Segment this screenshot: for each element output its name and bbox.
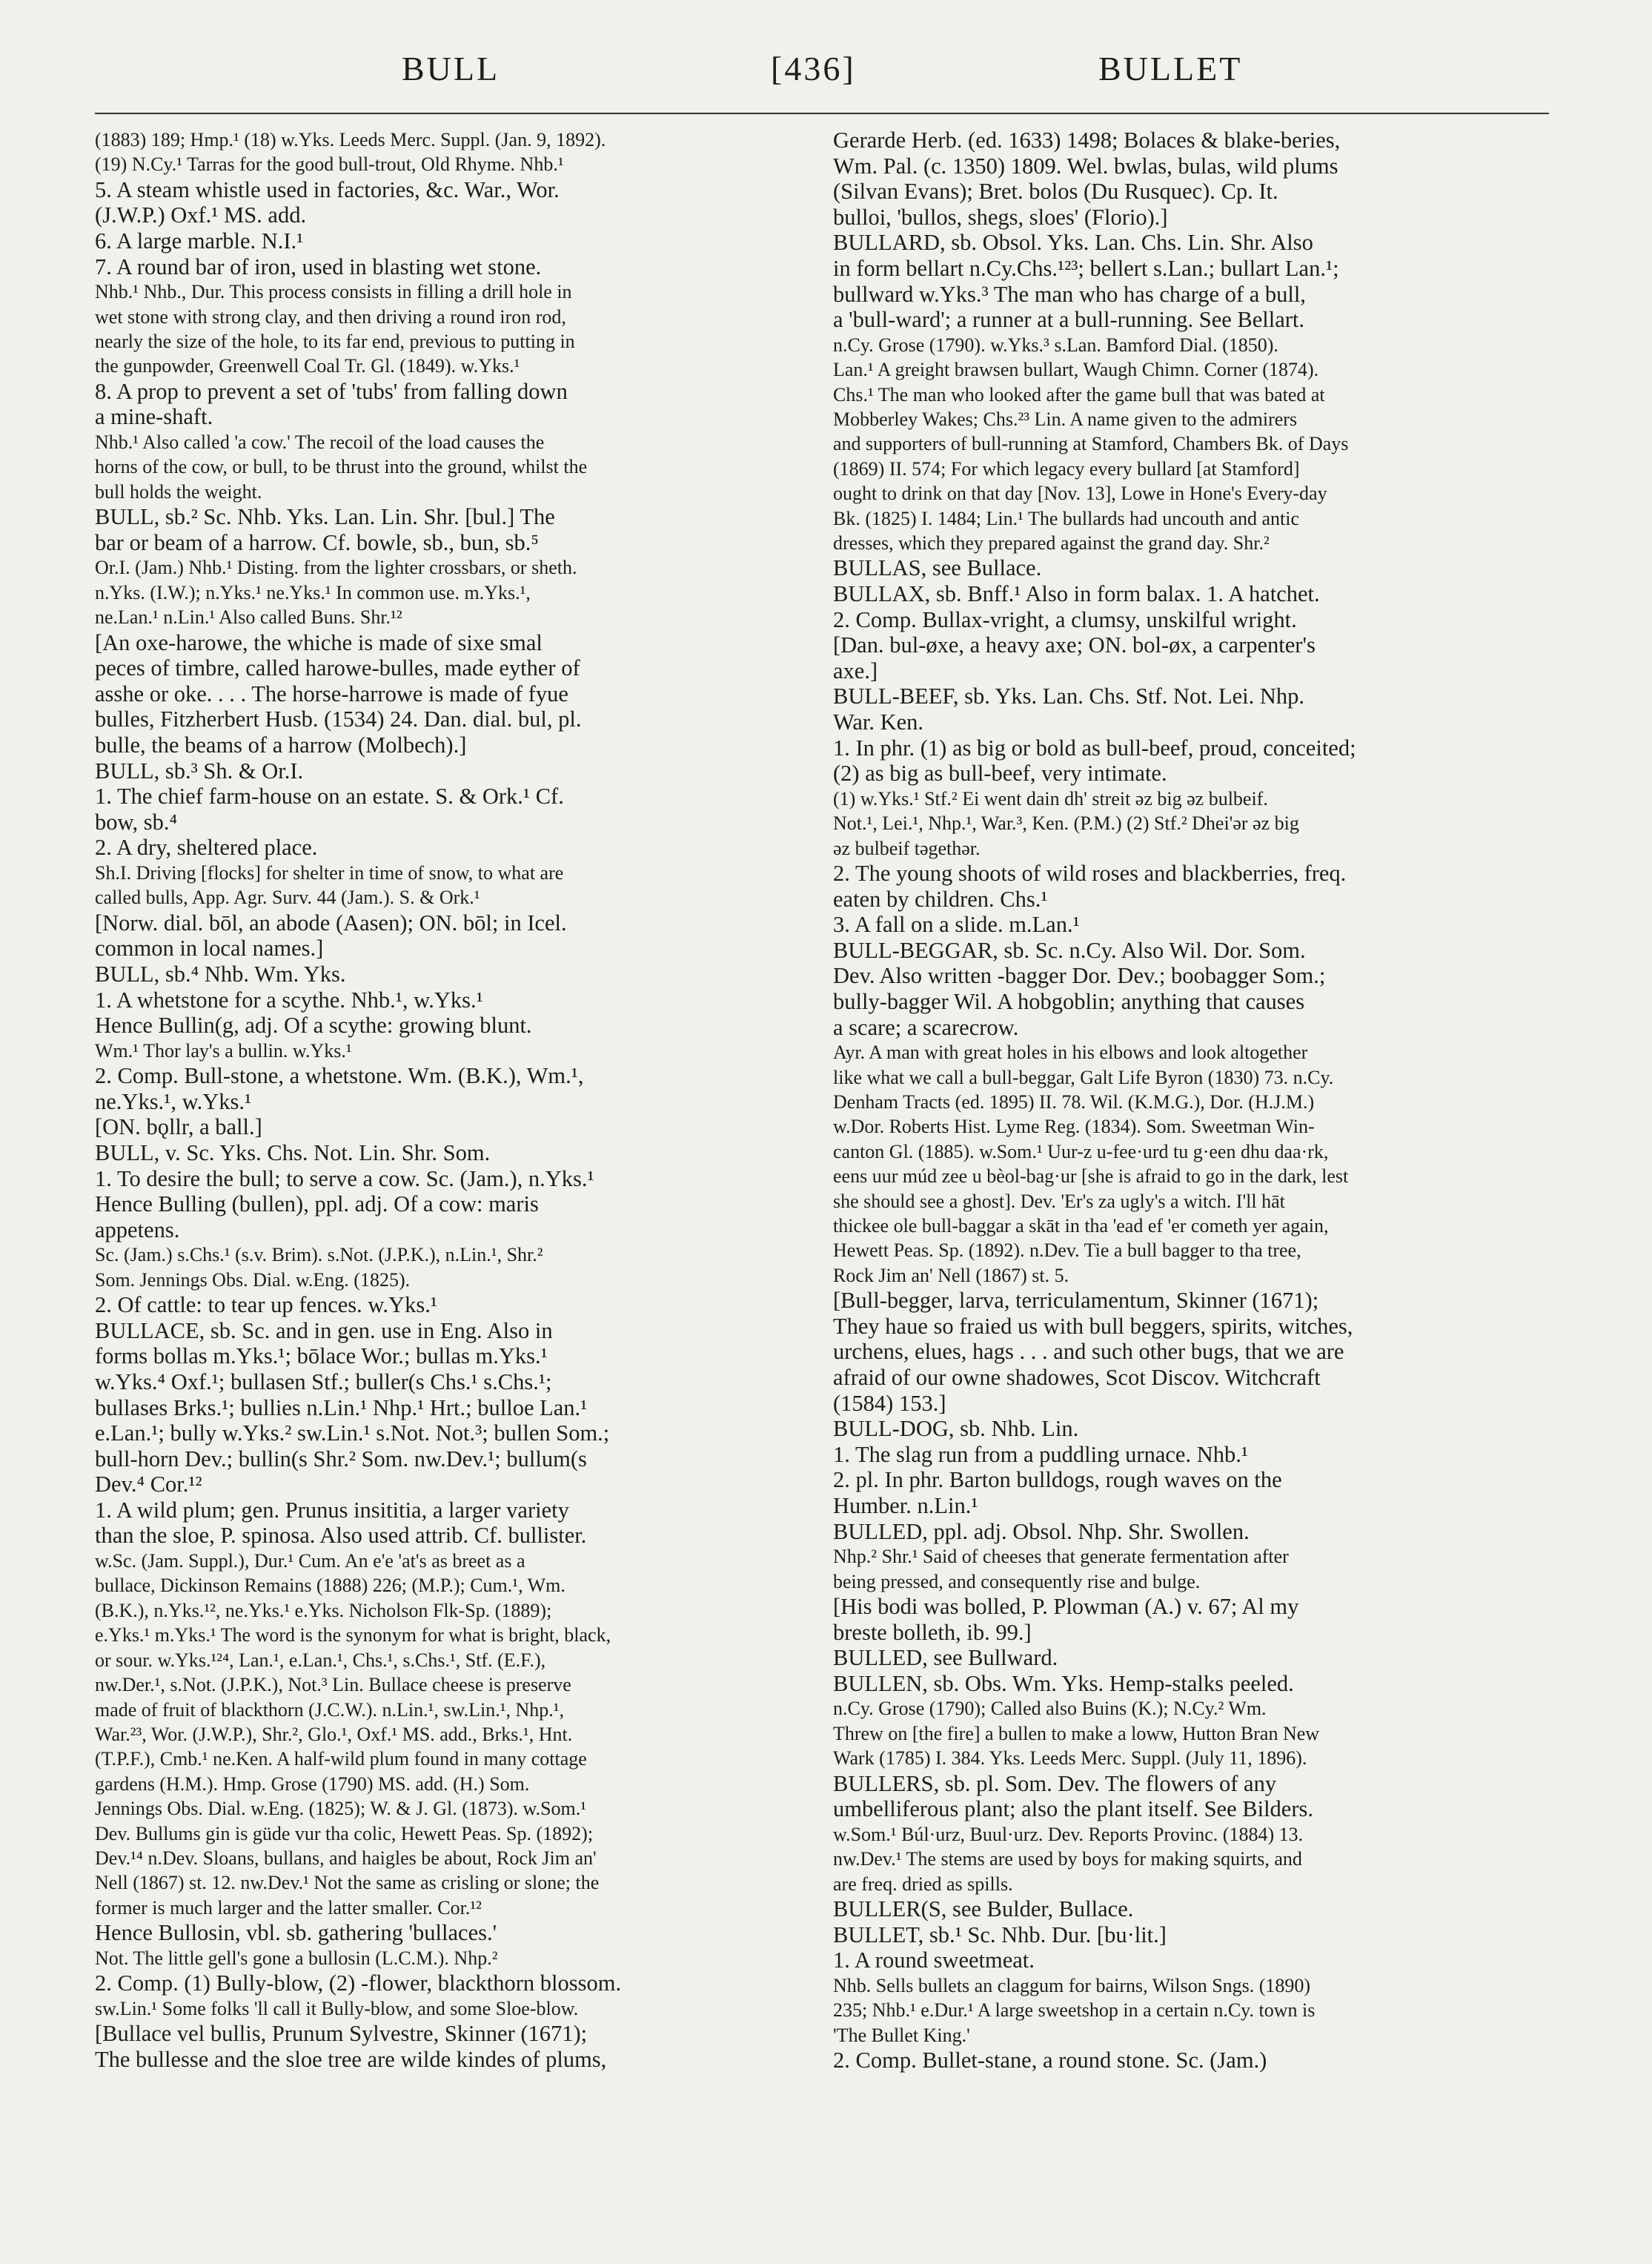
text-line: [Bull-begger, larva, terriculamentum, Skinner (1671); (833, 1288, 1319, 1314)
text-line: bull holds the weight. (95, 480, 262, 503)
right-column (833, 128, 1545, 2073)
text-line: Threw on [the fire] a bullen to make a loww, Hutton Bran New (833, 1722, 1320, 1744)
text-line: bar or beam of a harrow. Cf. bowle, sb., bun, sb.⁵ (95, 529, 540, 555)
text-line: common in local names.] (95, 936, 324, 961)
text-line: (B.K.), n.Yks.¹², ne.Yks.¹ e.Yks. Nicholson Flk-Sp. (1889); (95, 1599, 552, 1621)
text-line: 1. The slag run from a puddling urnace. Nhb.¹ (833, 1441, 1248, 1467)
text-line: made of fruit of blackthorn (J.C.W.). n.Lin.¹, sw.Lin.¹, Nhp.¹, (95, 1698, 565, 1721)
text-line: 2. Comp. Bull-stone, a whetstone. Wm. (B.K.), Wm.¹, (95, 1063, 584, 1089)
text-line: 1. In phr. (1) as big or bold as bull-beef, proud, conceited; (833, 735, 1356, 761)
text-line: she should see a ghost]. Dev. 'Er's za ugly's a witch. I'll hāt (833, 1190, 1285, 1212)
text-line: 235; Nhb.¹ e.Dur.¹ A large sweetshop in a certain n.Cy. town is (833, 1999, 1316, 2022)
text-line: Dev.⁴ Cor.¹² (95, 1472, 202, 1497)
text-line: BULLERS, sb. pl. Som. Dev. The flowers of any (833, 1770, 1277, 1796)
text-line: Not. The little gell's gone a bullosin (L.C.M.). Nhp.² (95, 1947, 498, 1969)
header-right-word: BULLET (1098, 50, 1243, 87)
text-line: BULL, sb.⁴ Nhb. Wm. Yks. (95, 961, 346, 987)
text-line: ne.Yks.¹, w.Yks.¹ (95, 1088, 252, 1114)
text-line: umbelliferous plant; also the plant itself. See Bilders. (833, 1796, 1313, 1822)
text-line: Hence Bullin(g, adj. Of a scythe: growing blunt. (95, 1013, 532, 1039)
text-line: w.Dor. Roberts Hist. Lyme Reg. (1834). Som. Sweetman Win- (833, 1116, 1315, 1138)
text-line: 2. pl. In phr. Barton bulldogs, rough waves on the (833, 1467, 1282, 1493)
text-line: horns of the cow, or bull, to be thrust into the ground, whilst the (95, 456, 588, 478)
text-line: Mobberley Wakes; Chs.²³ Lin. A name given to the admirers (833, 408, 1298, 430)
text-line: [Norw. dial. bōl, an abode (Aasen); ON. bōl; in Icel. (95, 910, 567, 936)
text-line: bull-horn Dev.; bullin(s Shr.² Som. nw.Dev.¹; bullum(s (95, 1446, 587, 1472)
text-line: BULL-BEEF, sb. Yks. Lan. Chs. Stf. Not. Lei. Nhp. (833, 683, 1305, 709)
text-line: (Silvan Evans); Bret. bolos (Du Rusquec). Cp. It. (833, 179, 1278, 205)
text-line: BULLED, see Bullward. (833, 1645, 1058, 1671)
text-line: breste bolleth, ib. 99.] (833, 1619, 1032, 1645)
text-line: They haue so fraied us with bull beggers, spirits, witches, (833, 1313, 1353, 1339)
text-line: (1584) 153.] (833, 1390, 946, 1416)
text-line: 1. A whetstone for a scythe. Nhb.¹, w.Yks.¹ (95, 987, 483, 1013)
running-header (0, 49, 1652, 101)
text-line: called bulls, App. Agr. Surv. 44 (Jam.). S. & Ork.¹ (95, 887, 480, 909)
text-line: BULLEN, sb. Obs. Wm. Yks. Hemp-stalks peeled. (833, 1670, 1294, 1696)
text-line: than the sloe, P. spinosa. Also used attrib. Cf. bullister. (95, 1523, 587, 1549)
text-line: or sour. w.Yks.¹²⁴, Lan.¹, e.Lan.¹, Chs.¹, s.Chs.¹, Stf. (E.F.), (95, 1649, 546, 1671)
text-line: 1. A wild plum; gen. Prunus insititia, a larger variety (95, 1497, 569, 1523)
text-line: BULLER(S, see Bulder, Bullace. (833, 1896, 1134, 1922)
text-line: BULL-DOG, sb. Nhb. Lin. (833, 1416, 1079, 1442)
text-line: Hence Bulling (bullen), ppl. adj. Of a cow: maris (95, 1191, 539, 1217)
text-line: Wm. Pal. (c. 1350) 1809. Wel. bwlas, bulas, wild plums (833, 153, 1338, 179)
text-line: in form bellart n.Cy.Chs.¹²³; bellert s.Lan.; bullart Lan.¹; (833, 255, 1339, 281)
text-line: Nhb.¹ Also called 'a cow.' The recoil of the load causes the (95, 431, 545, 453)
text-line: w.Sc. (Jam. Suppl.), Dur.¹ Cum. An e'e 'at's as breet as a (95, 1550, 525, 1572)
text-line: w.Som.¹ Búl·urz, Buul·urz. Dev. Reports Provinc. (1884) 13. (833, 1823, 1304, 1845)
text-line: thickee ole bull-baggar a skāt in tha 'ead ef 'er cometh yer again, (833, 1214, 1329, 1237)
text-line: Dev. Bullums gin is güde vur tha colic, Hewett Peas. Sp. (1892); (95, 1822, 594, 1844)
text-line: wet stone with strong clay, and then driving a round iron rod, (95, 305, 566, 328)
text-line: Sc. (Jam.) s.Chs.¹ (s.v. Brim). s.Not. (J.P.K.), n.Lin.¹, Shr.² (95, 1244, 543, 1266)
text-line: 3. A fall on a slide. m.Lan.¹ (833, 912, 1080, 938)
text-line: The bullesse and the sloe tree are wilde kindes of plums, (95, 2046, 607, 2072)
text-line: sw.Lin.¹ Some folks 'll call it Bully-blow, and some Sloe-blow. (95, 1997, 579, 2019)
text-line: Nhp.² Shr.¹ Said of cheeses that generate fermentation after (833, 1546, 1289, 1568)
text-line: BULLAX, sb. Bnff.¹ Also in form balax. 1. A hatchet. (833, 581, 1320, 606)
left-column (95, 128, 795, 2072)
text-line: bullace, Dickinson Remains (1888) 226; (M.P.); Cum.¹, Wm. (95, 1575, 565, 1597)
text-line: əz bulbeif təgethər. (833, 837, 981, 859)
text-line: 7. A round bar of iron, used in blasting wet stone. (95, 254, 542, 279)
text-line: 2. A dry, sheltered place. (95, 835, 318, 861)
header-left-word: BULL (402, 50, 500, 87)
text-line: [ON. bǫllr, a ball.] (95, 1114, 262, 1140)
text-line: nearly the size of the hole, to its far end, previous to putting in (95, 331, 575, 352)
text-line: nw.Dev.¹ The stems are used by boys for making squirts, and (833, 1848, 1302, 1870)
text-line: BULL-BEGGAR, sb. Sc. n.Cy. Also Wil. Dor. Som. (833, 937, 1306, 963)
text-line: being pressed, and consequently rise and bulge. (833, 1570, 1201, 1592)
text-line: 2. Comp. Bullet-stane, a round stone. Sc. (Jam.) (833, 2047, 1267, 2073)
text-line: Gerarde Herb. (ed. 1633) 1498; Bolaces & blake-beries, (833, 128, 1341, 153)
text-line: War. Ken. (833, 709, 924, 735)
text-line: bow, sb.⁴ (95, 809, 178, 835)
text-line: (J.W.P.) Oxf.¹ MS. add. (95, 202, 307, 228)
text-line: dresses, which they prepared against the grand day. Shr.² (833, 532, 1270, 554)
text-line: former is much larger and the latter smaller. Cor.¹² (95, 1896, 482, 1919)
text-line: BULLAS, see Bullace. (833, 555, 1042, 581)
text-line: (2) as big as bull-beef, very intimate. (833, 761, 1167, 787)
text-line: asshe or oke. . . . The horse-harrowe is made of fyue (95, 681, 568, 706)
text-line: gardens (H.M.). Hmp. Grose (1790) MS. add. (H.) Som. (95, 1773, 530, 1795)
text-line: w.Yks.⁴ Oxf.¹; bullasen Stf.; buller(s Chs.¹ s.Chs.¹; (95, 1368, 552, 1394)
text-line: n.Yks. (I.W.); n.Yks.¹ ne.Yks.¹ In common use. m.Yks.¹, (95, 581, 531, 603)
text-line: bullases Brks.¹; bullies n.Lin.¹ Nhp.¹ Hrt.; bulloe Lan.¹ (95, 1394, 588, 1420)
text-line: Ayr. A man with great holes in his elbows and look altogether (833, 1042, 1308, 1064)
text-line: [Dan. bul-øxe, a heavy axe; ON. bol-øx, a carpenter's (833, 632, 1316, 658)
text-line: Jennings Obs. Dial. w.Eng. (1825); W. & J. Gl. (1873). w.Som.¹ (95, 1798, 587, 1820)
text-line: BULL, sb.² Sc. Nhb. Yks. Lan. Lin. Shr. [bul.] The (95, 504, 555, 530)
text-line: n.Cy. Grose (1790). w.Yks.³ s.Lan. Bamford Dial. (1850). (833, 334, 1278, 356)
text-line: a 'bull-ward'; a runner at a bull-running. See Bellart. (833, 307, 1305, 333)
text-line: e.Yks.¹ m.Yks.¹ The word is the synonym for what is bright, black, (95, 1624, 611, 1646)
text-line: bullward w.Yks.³ The man who has charge of a bull, (833, 281, 1306, 307)
text-line: 2. The young shoots of wild roses and blackberries, freq. (833, 860, 1347, 886)
text-line: BULLARD, sb. Obsol. Yks. Lan. Chs. Lin. Shr. Also (833, 230, 1313, 256)
text-line: BULL, v. Sc. Yks. Chs. Not. Lin. Shr. Som. (95, 1139, 491, 1165)
text-line: Nell (1867) st. 12. nw.Dev.¹ Not the same as crisling or slone; the (95, 1872, 600, 1894)
text-line: Not.¹, Lei.¹, Nhp.¹, War.³, Ken. (P.M.) (2) Stf.² Dhei'ər əz big (833, 812, 1299, 835)
text-line: Humber. n.Lin.¹ (833, 1492, 978, 1518)
text-line: Som. Jennings Obs. Dial. w.Eng. (1825). (95, 1268, 411, 1291)
text-line: [Bullace vel bullis, Prunum Sylvestre, Skinner (1671); (95, 2021, 588, 2047)
text-line: appetens. (95, 1217, 180, 1242)
text-line: BULLET, sb.¹ Sc. Nhb. Dur. [bu·lit.] (833, 1922, 1167, 1947)
text-line: Denham Tracts (ed. 1895) II. 78. Wil. (K.M.G.), Dor. (H.J.M.) (833, 1090, 1315, 1113)
text-line: BULLED, ppl. adj. Obsol. Nhp. Shr. Swollen. (833, 1518, 1250, 1544)
text-line: ought to drink on that day [Nov. 13], Lowe in Hone's Every-day (833, 483, 1327, 505)
text-line: [An oxe-harowe, the whiche is made of sixe smal (95, 629, 543, 655)
text-line: 1. A round sweetmeat. (833, 1947, 1035, 1973)
text-line: like what we call a bull-beggar, Galt Life Byron (1830) 73. n.Cy. (833, 1066, 1334, 1088)
text-line: Chs.¹ The man who looked after the game bull that was bated at (833, 383, 1325, 406)
text-line: Lan.¹ A greight brawsen bullart, Waugh Chimn. Corner (1874). (833, 359, 1319, 381)
text-line: Hewett Peas. Sp. (1892). n.Dev. Tie a bull bagger to tha tree, (833, 1239, 1301, 1262)
text-line: bulle, the beams of a harrow (Molbech).] (95, 732, 467, 758)
text-line: Nhb. Sells bullets an claggum for bairns, Wilson Sngs. (1890) (833, 1974, 1311, 1996)
text-line: Dev. Also written -bagger Dor. Dev.; boobagger Som.; (833, 963, 1326, 989)
text-line: Or.I. (Jam.) Nhb.¹ Disting. from the lighter crossbars, or sheth. (95, 557, 577, 579)
text-line: e.Lan.¹; bully w.Yks.² sw.Lin.¹ s.Not. Not.³; bullen Som.; (95, 1420, 610, 1446)
text-line: axe.] (833, 658, 878, 683)
text-line: Rock Jim an' Nell (1867) st. 5. (833, 1264, 1069, 1286)
text-line: 1. To desire the bull; to serve a cow. Sc. (Jam.), n.Yks.¹ (95, 1165, 594, 1191)
text-line: Wm.¹ Thor lay's a bullin. w.Yks.¹ (95, 1039, 352, 1062)
text-line: and supporters of bull-running at Stamford, Chambers Bk. of Days (833, 433, 1349, 455)
text-line: War.²³, Wor. (J.W.P.), Shr.², Glo.¹, Oxf.¹ MS. add., Brks.¹, Hnt. (95, 1723, 573, 1745)
text-line: 2. Comp. Bullax-vright, a clumsy, unskilful wright. (833, 606, 1297, 632)
text-line: 2. Of cattle: to tear up fences. w.Yks.¹ (95, 1292, 437, 1318)
text-line: bully-bagger Wil. A hobgoblin; anything that causes (833, 988, 1305, 1014)
text-line: n.Cy. Grose (1790); Called also Buins (K.); N.Cy.² Wm. (833, 1698, 1267, 1720)
text-line: a mine-shaft. (95, 404, 213, 430)
text-line: (1883) 189; Hmp.¹ (18) w.Yks. Leeds Merc. Suppl. (Jan. 9, 1892). (95, 129, 606, 150)
text-line: (T.P.F.), Cmb.¹ ne.Ken. A half-wild plum found in many cottage (95, 1748, 587, 1770)
text-line: 2. Comp. (1) Bully-blow, (2) -flower, blackthorn blossom. (95, 1970, 622, 1996)
text-line: Bk. (1825) I. 1484; Lin.¹ The bullards had uncouth and antic (833, 507, 1300, 529)
text-line: 8. A prop to prevent a set of 'tubs' from falling down (95, 378, 568, 404)
text-line: ne.Lan.¹ n.Lin.¹ Also called Buns. Shr.¹² (95, 606, 402, 629)
text-line: Sh.I. Driving [flocks] for shelter in time of snow, to what are (95, 861, 564, 884)
text-line: 5. A steam whistle used in factories, &c. War., Wor. (95, 176, 560, 202)
text-line: urchens, elues, hags . . . and such other bugs, that we are (833, 1339, 1344, 1365)
header-rule (95, 113, 1549, 114)
text-line: bulles, Fitzherbert Husb. (1534) 24. Dan. dial. bul, pl. (95, 706, 582, 732)
text-line: the gunpowder, Greenwell Coal Tr. Gl. (1849). w.Yks.¹ (95, 355, 520, 377)
text-line: are freq. dried as spills. (833, 1873, 1013, 1895)
page-number: [436] (771, 50, 856, 87)
text-line: Nhb.¹ Nhb., Dur. This process consists in filling a drill hole in (95, 281, 572, 303)
text-line: [His bodi was bolled, P. Plowman (A.) v. 67; Al my (833, 1593, 1299, 1619)
text-line: BULLACE, sb. Sc. and in gen. use in Eng. Also in (95, 1317, 553, 1343)
text-line: a scare; a scarecrow. (833, 1014, 1019, 1040)
text-line: forms bollas m.Yks.¹; bōlace Wor.; bullas m.Yks.¹ (95, 1343, 548, 1369)
text-line: nw.Der.¹, s.Not. (J.P.K.), Not.³ Lin. Bullace cheese is preserve (95, 1674, 571, 1696)
text-line: (1869) II. 574; For which legacy every bullard [at Stamford] (833, 457, 1300, 480)
text-line: eens uur múd zee u bèol-bag·ur [she is afraid to go in the dark, lest (833, 1165, 1349, 1188)
text-line: 1. The chief farm-house on an estate. S. & Ork.¹ Cf. (95, 784, 564, 810)
text-line: Dev.¹⁴ n.Dev. Sloans, bullans, and haigles be about, Rock Jim an' (95, 1847, 597, 1869)
text-line: Hence Bullosin, vbl. sb. gathering 'bullaces.' (95, 1920, 497, 1946)
text-line: bulloi, 'bullos, shegs, sloes' (Florio).] (833, 204, 1168, 230)
text-line: peces of timbre, called harowe-bulles, made eyther of (95, 655, 580, 681)
text-line: Wark (1785) I. 384. Yks. Leeds Merc. Suppl. (July 11, 1896). (833, 1747, 1307, 1770)
text-line: canton Gl. (1885). w.Som.¹ Uur-z u-fee·urd tu g·een dhu daa·rk, (833, 1140, 1329, 1162)
text-line: eaten by children. Chs.¹ (833, 886, 1048, 912)
text-line: afraid of our owne shadowes, Scot Discov. Witchcraft (833, 1364, 1321, 1390)
text-line: (1) w.Yks.¹ Stf.² Ei went dain dh' streit əz big əz bulbeif. (833, 787, 1268, 810)
text-line: BULL, sb.³ Sh. & Or.I. (95, 758, 304, 784)
text-line: (19) N.Cy.¹ Tarras for the good bull-trout, Old Rhyme. Nhb.¹ (95, 153, 564, 176)
text-line: 6. A large marble. N.I.¹ (95, 228, 304, 254)
text-line: 'The Bullet King.' (833, 2024, 970, 2046)
